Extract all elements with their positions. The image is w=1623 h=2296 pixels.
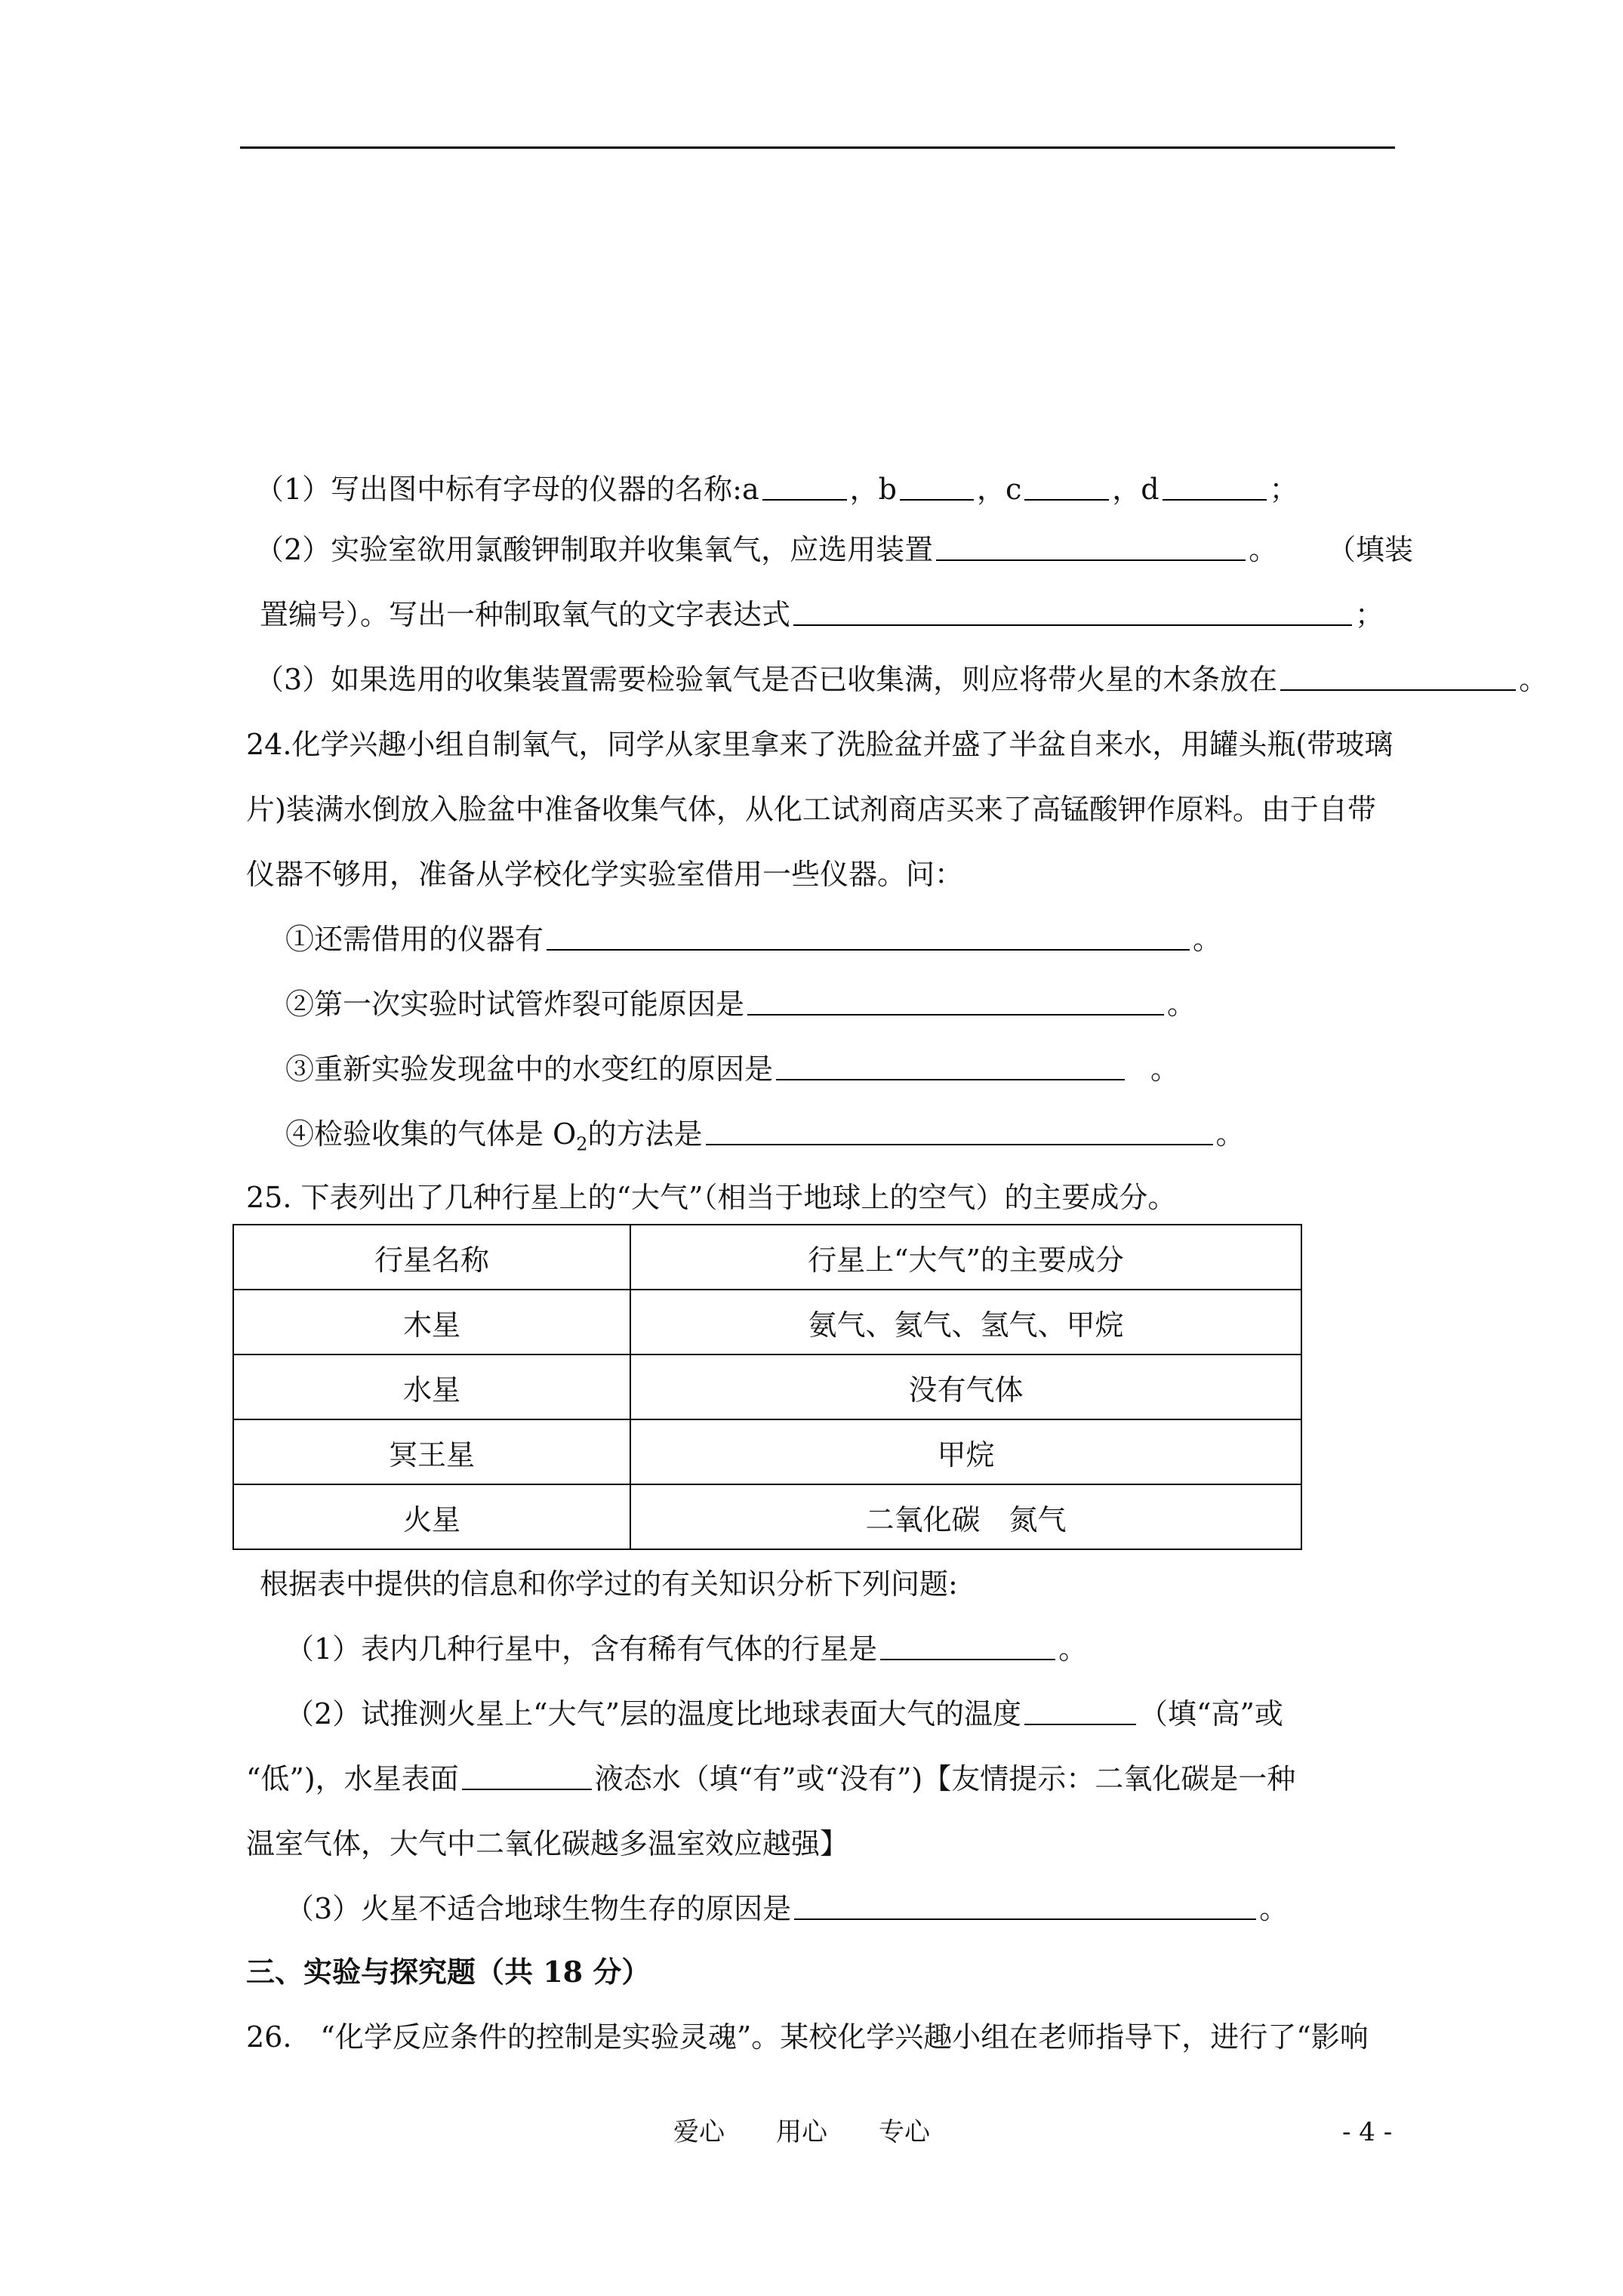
q23-p1-d: ，d xyxy=(1112,473,1160,506)
q23-p3-text: （3）如果选用的收集装置需要检验氧气是否已收集满，则应将带火星的木条放在 xyxy=(255,663,1278,696)
blank-o2-test-method[interactable] xyxy=(706,1117,1213,1145)
q25-p2a-end: （填“高”或 xyxy=(1139,1697,1283,1730)
header-rule xyxy=(240,146,1395,149)
q25-p1-text: （1）表内几种行星中，含有稀有气体的行星是 xyxy=(285,1632,878,1666)
q24-s4-text: ④检验收集的气体是 O xyxy=(285,1117,577,1151)
q25-p1-end: 。 xyxy=(1058,1632,1088,1666)
q25-part3 xyxy=(285,1891,1288,1927)
blank-c[interactable] xyxy=(1024,472,1109,501)
q24-s4-suffix: 的方法是 xyxy=(587,1117,703,1151)
q23-p1-b: ，b xyxy=(849,473,897,506)
q24-sub4 xyxy=(285,1116,1245,1163)
q24-sub3 xyxy=(285,1051,1179,1087)
q24-line1: 24.化学兴趣小组自制氧气，同学从家里拿来了洗脸盆并盛了半盆自来水，用罐头瓶(带玻璃 xyxy=(246,728,1394,761)
blank-d[interactable] xyxy=(1163,472,1267,501)
blank-mars-unsuitable-reason[interactable] xyxy=(794,1891,1256,1920)
table-cell: 冥王星 xyxy=(233,1419,630,1484)
q23-p1-end: ； xyxy=(1269,473,1298,506)
blank-borrowed-instruments[interactable] xyxy=(547,922,1190,951)
planet-atmosphere-table xyxy=(233,1224,1302,1550)
q25-part2a xyxy=(285,1696,1283,1732)
q24-sub2 xyxy=(285,986,1196,1022)
table-cell: 二氧化碳 氮气 xyxy=(630,1484,1301,1549)
q24-s1-end: 。 xyxy=(1193,923,1222,956)
blank-liquid-water[interactable] xyxy=(462,1761,592,1790)
q23-part3 xyxy=(255,661,1548,698)
q24-line2: 片)装满水倒放入脸盆中准备收集气体，从化工试剂商店买来了高锰酸钾作原料。由于自带 xyxy=(246,793,1376,826)
q23-p2b-text: 置编号）。写出一种制取氧气的文字表达式 xyxy=(260,598,791,631)
q23-part1 xyxy=(255,471,1298,507)
q25-lead: 根据表中提供的信息和你学过的有关知识分析下列问题: xyxy=(260,1567,958,1601)
blank-b[interactable] xyxy=(900,472,974,501)
table-row xyxy=(233,1290,1301,1354)
q23-p1-text: （1）写出图中标有字母的仪器的名称:a xyxy=(255,473,759,506)
q24-s4-end: 。 xyxy=(1215,1117,1245,1151)
q25-p3-end: 。 xyxy=(1259,1892,1289,1925)
q23-p2-hint: （填装 xyxy=(1327,533,1414,566)
table-cell: 氨气、氦气、氢气、甲烷 xyxy=(630,1290,1301,1354)
q24-s2-end: 。 xyxy=(1167,988,1196,1021)
table-header-row xyxy=(233,1225,1301,1290)
q25-p2b-pre: “低”)，水星表面 xyxy=(246,1762,459,1795)
q24-line3: 仪器不够用，准备从学校化学实验室借用一些仪器。问： xyxy=(246,858,964,891)
q24-s2-text: ②第一次实验时试管炸裂可能原因是 xyxy=(285,988,745,1021)
q23-p2-text: （2）实验室欲用氯酸钾制取并收集氧气，应选用装置 xyxy=(255,533,934,566)
blank-apparatus[interactable] xyxy=(936,532,1246,561)
table-header-cell: 行星上“大气”的主要成分 xyxy=(630,1225,1301,1290)
page-number: - 4 - xyxy=(1342,2117,1393,2147)
table-cell: 没有气体 xyxy=(630,1354,1301,1419)
q25-part2c: 温室气体，大气中二氧化碳越多温室效应越强】 xyxy=(246,1827,849,1860)
q25-intro: 25. 下表列出了几种行星上的“大气”（相当于地球上的空气）的主要成分。 xyxy=(246,1181,1177,1214)
q23-p1-c: ，c xyxy=(976,473,1022,506)
q25-part2b xyxy=(246,1761,1295,1797)
q24-s3-text: ③重新实验发现盆中的水变红的原因是 xyxy=(285,1052,774,1086)
q25-p2b-post: 液态水（填“有”或“没有”)【友情提示：二氧化碳是一种 xyxy=(594,1762,1296,1795)
q23-p2b-end: ； xyxy=(1355,598,1384,631)
table-row xyxy=(233,1419,1301,1484)
blank-splint-position[interactable] xyxy=(1280,662,1516,691)
q23-part2b xyxy=(260,596,1384,633)
q25-part1 xyxy=(285,1631,1087,1667)
table-header-cell: 行星名称 xyxy=(233,1225,630,1290)
blank-tube-crack-reason[interactable] xyxy=(747,987,1164,1015)
q23-p3-end: 。 xyxy=(1519,663,1548,696)
table-cell: 甲烷 xyxy=(630,1419,1301,1484)
q23-part2 xyxy=(255,532,1277,568)
footer-motto: 爱心 用心 专心 xyxy=(673,2117,930,2147)
table-cell: 火星 xyxy=(233,1484,630,1549)
q26-line1: 26. “化学反应条件的控制是实验灵魂”。某校化学兴趣小组在老师指导下，进行了“影响 xyxy=(246,2020,1369,2054)
blank-noble-gas-planet[interactable] xyxy=(880,1632,1055,1660)
q24-s4-subscript: 2 xyxy=(576,1133,588,1155)
q23-p2-end: 。 xyxy=(1249,533,1278,566)
table-row xyxy=(233,1354,1301,1419)
q24-s3-end: 。 xyxy=(1150,1052,1180,1086)
blank-word-equation[interactable] xyxy=(793,597,1352,626)
section-heading: 三、实验与探究题（共 18 分） xyxy=(246,1955,651,1989)
q25-p2a-text: （2）试推测火星上“大气”层的温度比地球表面大气的温度 xyxy=(285,1697,1022,1730)
blank-temperature[interactable] xyxy=(1024,1697,1136,1725)
q25-p3-text: （3）火星不适合地球生物生存的原因是 xyxy=(285,1892,792,1925)
q24-sub1 xyxy=(285,921,1221,957)
blank-a[interactable] xyxy=(762,472,847,501)
blank-water-red-reason[interactable] xyxy=(776,1052,1125,1080)
table-cell: 水星 xyxy=(233,1354,630,1419)
q24-s1-text: ①还需借用的仪器有 xyxy=(285,923,544,956)
table-cell: 木星 xyxy=(233,1290,630,1354)
table-row xyxy=(233,1484,1301,1549)
